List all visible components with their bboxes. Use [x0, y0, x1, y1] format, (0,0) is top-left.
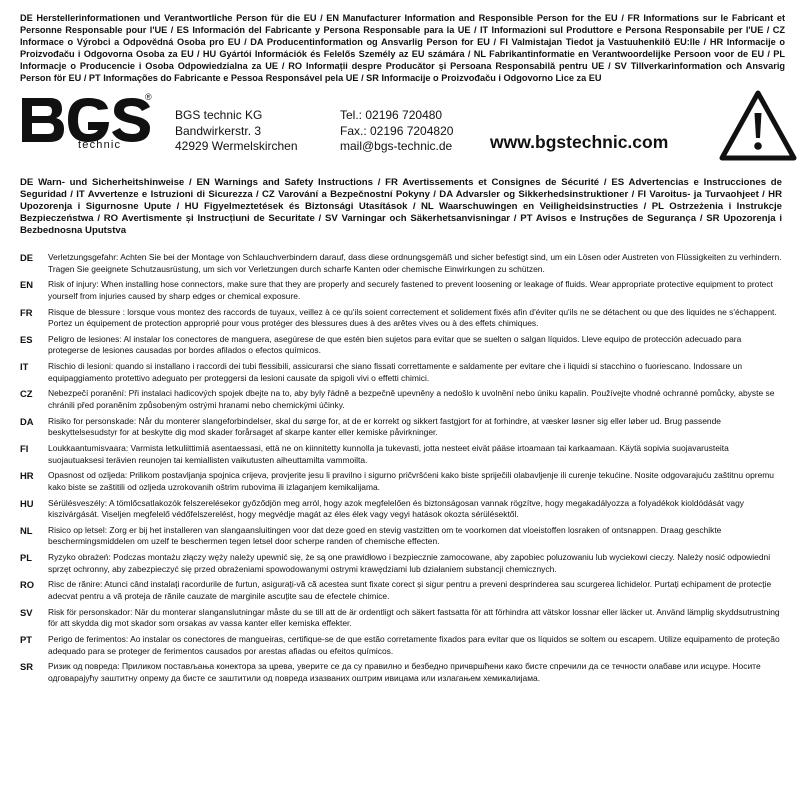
company-address — [175, 108, 298, 155]
warning-item-pt — [20, 634, 782, 657]
warning-item-nl — [20, 525, 782, 548]
safety-instructions-heading: DE Warn- und Sicherheitshinweise / EN Warnings and Safety Instructions / FR Avertissements et Consignes de Sécurité / ES Advertencias e Instrucciones de Seguridad / IT Avvertenze e Istruzioni di Sicurezza / CZ Varování a Bezpečnostní Pokyny / DA Advarsler og Sikkerhedsinstruktioner / FI Varoitus- ja Turvaohjeet / HR Upozorenja i Sigurnosne Upute / HU Figyelmeztetések és Biztonsági Utasítások / NL Waarschuwingen en Veiligheidsinstructies / PL Ostrzeżenia i Instrukcje Bezpieczeństwa / RO Avertismente și Instrucțiuni de Securitate / SV Varningar och Säkerhetsanvisningar / PT Avisos e Instruções de Segurança / SR Upozorenja i Bezbednosna Uputstva — [20, 177, 782, 237]
language-code: PT — [20, 633, 32, 645]
logo-subtext: technic — [78, 139, 122, 151]
warnings-list — [20, 252, 782, 689]
warning-item-ro — [20, 579, 782, 602]
company-block — [18, 88, 788, 168]
language-code: SV — [20, 606, 33, 618]
warning-text: Perigo de ferimentos: Ao instalar os conectores de mangueiras, certifique-se de que estão corretamente fixados para evitar que os líquidos se soltem ou escapem. Utilize equipamento de proteção adequado para se proteger de ferimentos causados por arestas afiadas ou efeitos químicos. — [48, 633, 780, 656]
company-phone: Tel.: 02196 720480 — [340, 108, 443, 122]
warning-text: Risico op letsel: Zorg er bij het installeren van slangaansluitingen voor dat deze goed en stevig vastzitten om te voorkomen dat vloeistoffen losraken of ontsnappen. Draag geschikte beschermingsmiddelen om uzelf te beschermen tegen letsel door scherpe randen of chemische effecten. — [48, 524, 722, 547]
warning-text: Ryzyko obrażeń: Podczas montażu złączy węży należy upewnić się, że są one prawidłowo i bezpiecznie zamocowane, aby zapobiec poluzowaniu lub wyciekowi cieczy. Należy nosić odpowiedni sprzęt ochronny, aby zabezpieczyć się przed obrażeniami spowodowanymi ostrymi krawędziami lub działaniem substancji chemicznych. — [48, 552, 771, 574]
language-code: FI — [20, 442, 29, 454]
language-code: NL — [20, 524, 33, 536]
language-code: HU — [20, 497, 34, 509]
warning-text: Sérülésveszély: A tömlőcsatlakozók felszerelésekor győződjön meg arról, hogy azok megfelelően és biztonságosan vannak rögzítve, hogy megakadályozza a folyadékok kioldódását vagy kiszivárgását. Viseljen megfelelő védőfelszerelést, hogy megvédje magát az éles élek vagy vegyi hatások okozta sérülésektől. — [48, 497, 745, 520]
warning-text: Rischio di lesioni: quando si installano i raccordi dei tubi flessibili, assicurarsi che siano fissati correttamente e saldamente per evitare che i liquidi si stacchino o fuoriescano. Indossare un equipaggiamento protettivo adeguato per proteggersi da lesioni causate da spigoli vivi o effetti chimici. — [48, 361, 743, 383]
warning-text: Ризик од повреда: Приликом постављања конектора за црева, уверите се да су правилно и безбедно причвршћени како бисте спречили да се течности олабаве или исцуре. Носите одговарајућу заштитну опрему да бисте се заштитили од повреда изазваних оштрим ивицама или излагањем хемикалијама. — [48, 661, 761, 683]
language-code: FR — [20, 306, 33, 318]
company-city: 42929 Wermelskirchen — [175, 139, 298, 153]
warning-text: Risk för personskador: När du monterar slanganslutningar måste du se till att de är ordentligt och säkert fastsatta för att förhindra att vätskor lossnar eller läcker ut. Använd lämplig skyddsutrustning för att skydda dig mot skador som orsakas av vassa kanter eller kemiska effekter. — [48, 606, 780, 629]
company-contact — [340, 108, 453, 155]
warning-item-da — [20, 416, 782, 439]
language-code: PL — [20, 552, 32, 564]
warning-text: Verletzungsgefahr: Achten Sie bei der Montage von Schlauchverbindern darauf, dass diese ordnungsgemäß und sicher befestigt sind, um ein Lösen oder Austreten von Flüssigkeiten zu verhindern. Tragen Sie geeignete Schutzausrüstung, um sich vor Verletzungen durch scharfe Kanten oder chemische Einwirkungen zu schützen. — [48, 252, 782, 274]
language-code: HR — [20, 470, 34, 482]
manufacturer-info-heading: DE Herstellerinformationen und Verantwortliche Person für die EU / EN Manufacturer Information and Responsible Person for the EU / FR Informations sur le Fabricant et Personne Responsable pour l'UE / ES Información del Fabricante y Persona Responsable para la UE / IT Informazioni sul Produttore e Persona Responsabile per l'UE / CZ Informace o Výrobci a Odpovědná Osoba pro EU / DA Producentinformation og Ansvarlig Person for EU / FI Valmistajan Tiedot ja Vastuuhenkilö EU:lle / HR Informacije o Proizvođaču i Odgovorna Osoba za EU / HU Gyártói Információk és Felelős Személy az EU számára / NL Fabrikantinformatie en Verantwoordelijke Persoon voor de EU / PL Informacje o Producencie i Osoba Odpowiedzialna za UE / RO Informații despre Producător și Persoana Responsabilă pentru UE / SV Tillverkarinformation och Ansvarig Person för EU / PT Informações do Fabricante e Pessoa Responsável pela UE / SR Informacije o Proizvođaču i Odgovorno Lice za EU — [20, 13, 785, 83]
language-code: EN — [20, 279, 34, 291]
warning-item-cz — [20, 388, 782, 411]
warning-text: Loukkaantumisvaara: Varmista letkuliittimiä asentaessasi, että ne on kiinnitetty kunnolla ja tukevasti, jotta nesteet eivät pääse irtoamaan tai karkaamaan. Käytä sopivia suojavarusteita suojautuaksesi terävien reunojen tai kemiallisten vaikutusten aiheuttamilta vammoilta. — [48, 442, 729, 465]
warning-text: Peligro de lesiones: Al instalar los conectores de manguera, asegúrese de que estén bien sujetos para evitar que se suelten o salgan líquidos. Lleve equipo de protección adecuado para protegerse de lesiones causadas por bordes afilados o efectos químicos. — [48, 333, 742, 356]
language-code: IT — [20, 361, 29, 373]
warning-text: Risque de blessure : lorsque vous montez des raccords de tuyaux, veillez à ce qu'ils soient correctement et solidement fixés afin d'éviter qu'ils ne se détachent ou que des liquides ne s'échappent. Portez un équipement de protection approprié pour vous protéger des blessures dues à des arêtes vives ou à des effets chimiques. — [48, 306, 777, 329]
warning-text: Risk of injury: When installing hose connectors, make sure that they are properly and securely fastened to prevent loosening or leakage of fluids. Wear appropriate protective equipment to protect yourself from injuries caused by sharp edges or chemical exposure. — [48, 279, 773, 301]
company-email: mail@bgs-technic.de — [340, 139, 453, 153]
registered-mark: ® — [145, 92, 152, 102]
company-website: www.bgstechnic.com — [490, 132, 669, 152]
warning-item-hu — [20, 498, 782, 521]
company-fax: Fax.: 02196 7204820 — [340, 123, 454, 138]
warning-text: Risc de rănire: Atunci când instalați racordurile de furtun, asigurați-vă că acestea sunt fixate corect și sigur pentru a preveni desprinderea sau scurgerea lichidelor. Purtați echipament de protecție adecvat pentru a vă proteja de rănile cauzate de marginile ascuțite sau de efectele chimice. — [48, 579, 772, 601]
warning-item-en — [20, 279, 782, 302]
company-name: BGS technic KG — [175, 108, 263, 122]
language-code: DA — [20, 415, 34, 427]
warning-item-de — [20, 252, 782, 275]
company-street: Bandwirkerstr. 3 — [175, 123, 262, 138]
language-code: ES — [20, 333, 33, 345]
warning-text: Risiko for personskade: Når du monterer slangeforbindelser, skal du sørge for, at de er korrekt og sikkert fastgjort for at forhindre, at væsker løsner sig eller løber ud. Brug passende beskyttelsesudstyr for at beskytte dig mod skader forårsaget af skarpe kanter eller kemiske påvirkninger. — [48, 415, 721, 438]
warning-item-fr — [20, 307, 782, 330]
exclamation-triangle-icon — [718, 88, 798, 163]
language-code: DE — [20, 252, 34, 263]
warning-item-es — [20, 334, 782, 357]
bgs-technic-logo — [18, 92, 153, 154]
warning-item-pl — [20, 552, 782, 575]
warning-item-fi — [20, 443, 782, 466]
warning-item-sr — [20, 661, 782, 684]
language-code: SR — [20, 661, 34, 673]
warning-text: Opasnost od ozljeda: Prilikom postavljanja spojnica crijeva, provjerite jesu li pravilno i sigurno pričvršćeni kako biste spriječili olabavljenje ili curenje tekućine. Nosite odgovarajuću zaštitnu opremu kako biste se zaštitili od ozljeda uzrokovanih oštrim rubovima ili izlaganjem kemikalijama. — [48, 470, 774, 492]
language-code: CZ — [20, 388, 33, 400]
language-code: RO — [20, 579, 35, 591]
warning-item-hr — [20, 470, 782, 493]
warning-item-sv — [20, 607, 782, 630]
warning-item-it — [20, 361, 782, 384]
warning-text: Nebezpečí poranění: Při instalaci hadicových spojek dbejte na to, aby byly řádně a bezpečně upevněny a nedošlo k uvolnění nebo úniku kapalin. Používejte vhodné ochranné pomůcky, abyste se chránili před poraněním způsobeným ostrými hranami nebo chemickými účinky. — [48, 388, 775, 410]
